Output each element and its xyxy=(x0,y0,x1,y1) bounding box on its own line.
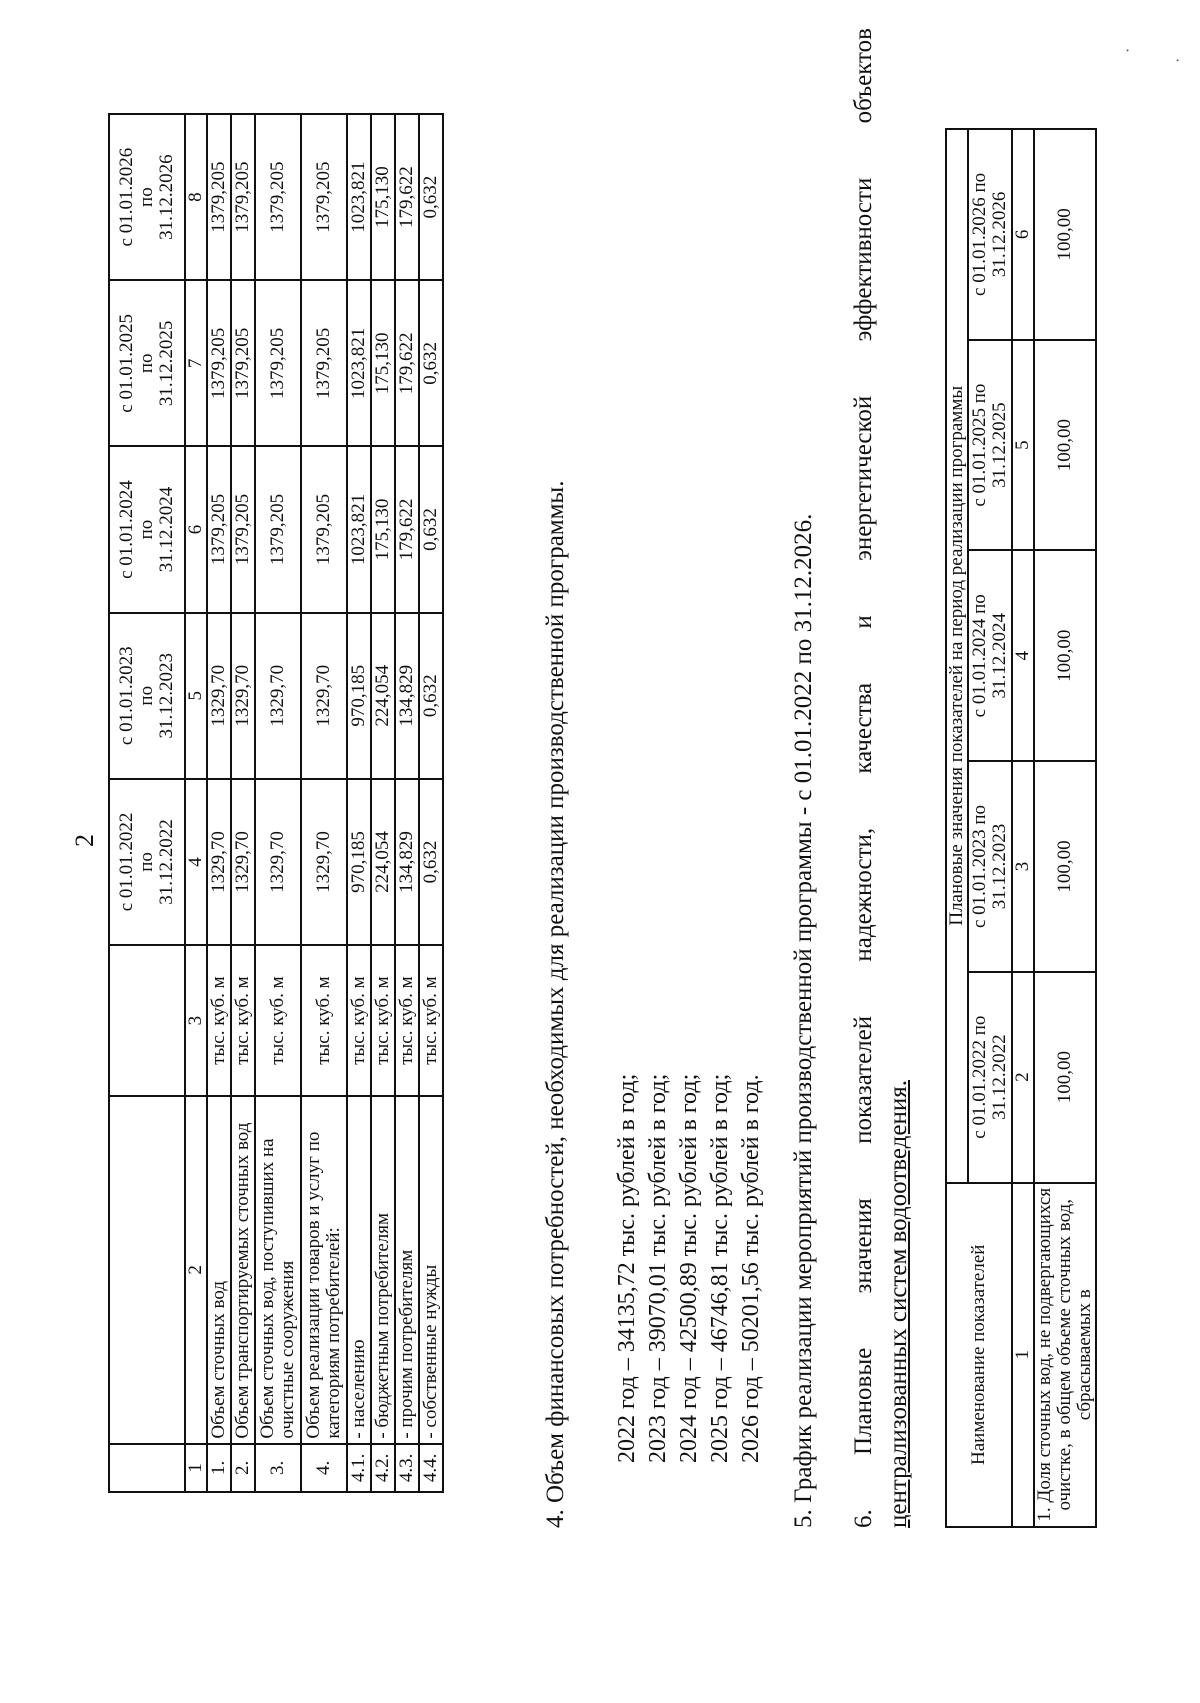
section-4-title: 4. Объем финансовых потребностей, необходимых для реализации производственной программы. xyxy=(542,480,569,1528)
page-number: 2 xyxy=(70,834,99,847)
period-header: с 01.01.2024 по 31.12.2024 xyxy=(109,446,185,612)
period-header: с 01.01.2022 по 31.12.2022 xyxy=(109,779,185,945)
table-row: 1. Доля сточных вод, не подвергающихся очистке, в общем объеме сточных вод, сбрасываемых в 100,00 100,00 100,00 100,00 100,00 xyxy=(1034,129,1096,1527)
planned-values-header: Плановые значения показателей на период реализации программы xyxy=(946,129,968,1183)
period-header: с 01.01.2023 по 31.12.2023 xyxy=(109,613,185,779)
period-header: с 01.01.2026 по 31.12.2026 xyxy=(109,114,185,280)
list-item: 2023 год – 39070,01 тыс. рублей в год; xyxy=(645,1073,671,1463)
table-row: 4.1. - населению тыс. куб. м 970,185 970,185 1023,821 1023,821 1023,821 xyxy=(347,114,371,1492)
period-header: с 01.01.2025 по 31.12.2025 xyxy=(968,340,1012,551)
scan-artifact: · xyxy=(1170,57,1187,63)
scan-artifact: · xyxy=(1120,47,1137,53)
period-header: с 01.01.2022 по 31.12.2022 xyxy=(968,972,1012,1183)
section-6-title-line-2: централизованных систем водоотведения. xyxy=(885,1080,912,1528)
list-item: 2025 год – 46746,81 тыс. рублей в год; xyxy=(707,1073,733,1463)
period-header: с 01.01.2023 по 31.12.2023 xyxy=(968,761,1012,972)
list-item: 2026 год – 50201,56 тыс. рублей в год. xyxy=(738,1074,764,1463)
header-cell xyxy=(109,1096,185,1444)
period-header: с 01.01.2026 по 31.12.2026 xyxy=(968,129,1012,340)
financial-needs-list xyxy=(612,1074,767,1463)
table-row: 2. Объем транспортируемых сточных вод тыс. куб. м 1329,70 1329,70 1379,205 1379,205 1379,205 xyxy=(231,114,255,1492)
table-row: 4.4. - собственные нужды тыс. куб. м 0,632 0,632 0,632 0,632 0,632 xyxy=(419,114,443,1492)
period-header: с 01.01.2024 по 31.12.2024 xyxy=(968,550,1012,761)
table-header-row xyxy=(946,129,968,1527)
header-cell xyxy=(109,1444,185,1492)
table-row: 1. Объем сточных вод тыс. куб. м 1329,70 1329,70 1379,205 1379,205 1379,205 xyxy=(207,114,231,1492)
table-row: 4.3. - прочим потребителям тыс. куб. м 134,829 134,829 179,622 179,622 179,622 xyxy=(395,114,419,1492)
table-row: 3. Объем сточных вод, поступивших на очистные сооружения тыс. куб. м 1329,70 1329,70 1379,205 1379,205 1379,205 xyxy=(255,114,301,1492)
list-item: 2022 год – 34135,72 тыс. рублей в год; xyxy=(614,1073,640,1463)
indicator-name-header: Наименование показателей xyxy=(946,1183,1012,1527)
table-header-row xyxy=(109,114,185,1492)
production-volume-table xyxy=(108,113,444,1493)
column-number-row: 1 2 3 4 5 6 xyxy=(1012,129,1034,1527)
table-row: 4.2. - бюджетным потребителям тыс. куб. м 224,054 224,054 175,130 175,130 175,130 xyxy=(371,114,395,1492)
period-header: с 01.01.2025 по 31.12.2025 xyxy=(109,280,185,446)
list-item: 2024 год – 42500,89 тыс. рублей в год; xyxy=(676,1073,702,1463)
section-5-title: 5. График реализации мероприятий производственной программы - с 01.01.2022 по 31.12.2026. xyxy=(790,513,817,1528)
planned-indicators-table xyxy=(945,128,1097,1528)
header-cell xyxy=(109,945,185,1096)
column-number-row: 1 2 3 4 5 6 7 8 xyxy=(185,114,207,1492)
table-row: 4. Объем реализации товаров и услуг по категориям потребителей: тыс. куб. м 1329,70 1329,70 1379,205 1379,205 1379,205 xyxy=(301,114,347,1492)
section-6-title: 6. Плановые значения показателей надежности, качества и энергетической эффективности объектов xyxy=(850,28,877,1528)
